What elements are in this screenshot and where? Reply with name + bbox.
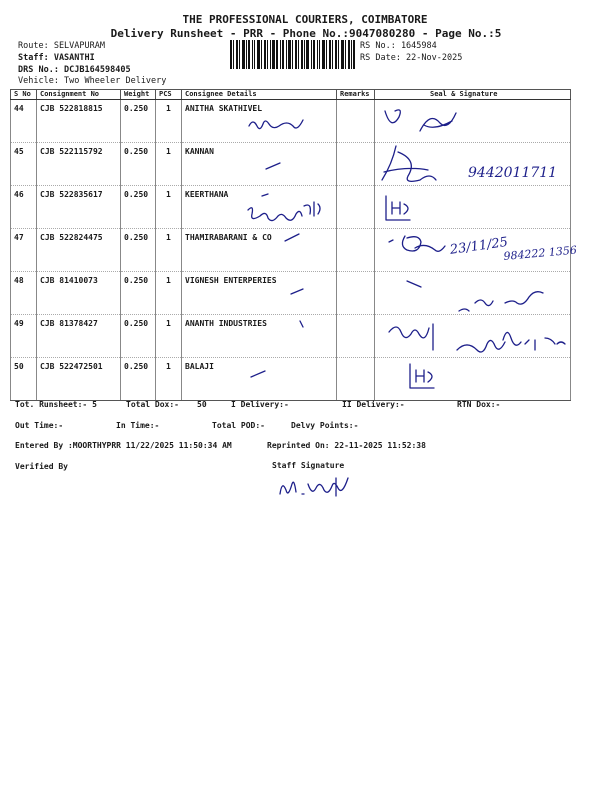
remarks-cell (337, 143, 375, 186)
delvy-points: Delvy Points:- (291, 421, 359, 430)
remarks-cell (337, 272, 375, 315)
vehicle-label: Vehicle: Two Wheeler Delivery (18, 76, 167, 86)
staff-signature-label: Staff Signature (272, 461, 345, 470)
weight-cell: 0.250 (121, 100, 156, 143)
col-sno: S No (11, 90, 37, 100)
company-title: THE PROFESSIONAL COURIERS, COIMBATORE (182, 13, 428, 26)
pcs-cell: 1 (156, 272, 182, 315)
tot-runsheet: Tot. Runsheet:- 5 (15, 400, 97, 409)
sno-cell: 48 (11, 272, 37, 315)
rs-number: RS No.: 1645984 (360, 41, 437, 51)
consignment-cell: CJB 522818815 (37, 100, 121, 143)
tick-mark (282, 230, 304, 244)
table-header-row (11, 90, 571, 100)
consignee-cell: BALAJI (182, 358, 337, 401)
weight-cell: 0.250 (121, 358, 156, 401)
handwritten-initials (245, 112, 310, 137)
remarks-cell (337, 186, 375, 229)
handwritten-date-47: 23/11/25 (449, 234, 509, 258)
consignee-cell: KEERTHANA (182, 186, 337, 229)
sno-cell: 44 (11, 100, 37, 143)
ii-delivery: II Delivery:- (342, 400, 405, 409)
pcs-cell: 1 (156, 143, 182, 186)
remarks-cell (337, 100, 375, 143)
consignee-cell: ANANTH INDUSTRIES (182, 315, 337, 358)
consignee-cell: KANNAN (182, 143, 337, 186)
pcs-cell: 1 (156, 100, 182, 143)
signature-row-45 (378, 142, 448, 188)
remarks-cell (337, 229, 375, 272)
consignment-cell: CJB 522472501 (37, 358, 121, 401)
tick-mark (262, 160, 287, 172)
sno-cell: 50 (11, 358, 37, 401)
reprinted-on: Reprinted On: 22-11-2025 11:52:38 (267, 441, 426, 450)
staff-signature-image (276, 474, 356, 504)
col-seal-signature: Seal & Signature (375, 90, 571, 100)
weight-cell: 0.250 (121, 229, 156, 272)
tick-mark (296, 318, 310, 330)
stamp-row-46 (382, 192, 416, 224)
consignment-cell: CJB 81410073 (37, 272, 121, 315)
consignment-cell: CJB 522824475 (37, 229, 121, 272)
barcode-image (230, 40, 355, 69)
sno-cell: 45 (11, 143, 37, 186)
col-remarks: Remarks (337, 90, 375, 100)
tick-mark (288, 285, 308, 297)
handwritten-phone-45: 9442011711 (468, 165, 558, 181)
table-row (11, 358, 571, 401)
rtn-dox: RTN Dox:- (457, 400, 501, 409)
staff-label: Staff: VASANTHI (18, 53, 95, 63)
rs-date: RS Date: 22-Nov-2025 (360, 53, 463, 63)
stamp-row-50 (406, 360, 440, 392)
total-dox-label: Total Dox:- (126, 400, 179, 409)
runsheet-subtitle: Delivery Runsheet - PRR - Phone No.:9047080280 - Page No.:5 (110, 27, 502, 40)
entered-by: Entered By :MOORTHYPRR 11/22/2025 11:50:34 AM (15, 441, 232, 450)
remarks-cell (337, 358, 375, 401)
tick-mark (404, 275, 426, 289)
weight-cell: 0.250 (121, 186, 156, 229)
col-consignee: Consignee Details (182, 90, 337, 100)
sno-cell: 47 (11, 229, 37, 272)
consignee-cell: THAMIRABARANI & CO (182, 229, 337, 272)
handwritten-name-keerthana (244, 192, 329, 224)
signature-cell (375, 358, 571, 401)
pcs-cell: 1 (156, 229, 182, 272)
consignment-cell: CJB 522115792 (37, 143, 121, 186)
col-pcs: PCS (156, 90, 182, 100)
sno-cell: 49 (11, 315, 37, 358)
signature-row-49 (385, 320, 575, 360)
remarks-cell (337, 315, 375, 358)
weight-cell: 0.250 (121, 315, 156, 358)
drs-number: DRS No.: DCJB164598405 (18, 65, 131, 75)
sno-cell: 46 (11, 186, 37, 229)
signature-row-49-top (455, 285, 565, 325)
signature-row-44 (380, 103, 460, 138)
consignment-cell: CJB 522835617 (37, 186, 121, 229)
verified-by: Verified By (15, 462, 68, 471)
weight-cell: 0.250 (121, 143, 156, 186)
handwritten-phone-47: 984222 1356 (503, 243, 578, 263)
pcs-cell: 1 (156, 315, 182, 358)
consignment-cell: CJB 81378427 (37, 315, 121, 358)
in-time: In Time:- (116, 421, 160, 430)
pcs-cell: 1 (156, 358, 182, 401)
pcs-cell: 1 (156, 186, 182, 229)
col-consignment-no: Consignment No (37, 90, 121, 100)
i-delivery: I Delivery:- (231, 400, 289, 409)
total-dox-value: 50 (197, 400, 207, 409)
total-pod: Total POD:- (212, 421, 265, 430)
tick-mark (248, 366, 270, 380)
out-time: Out Time:- (15, 421, 64, 430)
signature-row-47 (385, 232, 450, 262)
consignee-cell: VIGNESH ENTERPERIES (182, 272, 337, 315)
consignee-cell: ANITHA SKATHIVEL (182, 100, 337, 143)
col-weight: Weight (121, 90, 156, 100)
route-label: Route: SELVAPURAM (18, 41, 105, 51)
weight-cell: 0.250 (121, 272, 156, 315)
